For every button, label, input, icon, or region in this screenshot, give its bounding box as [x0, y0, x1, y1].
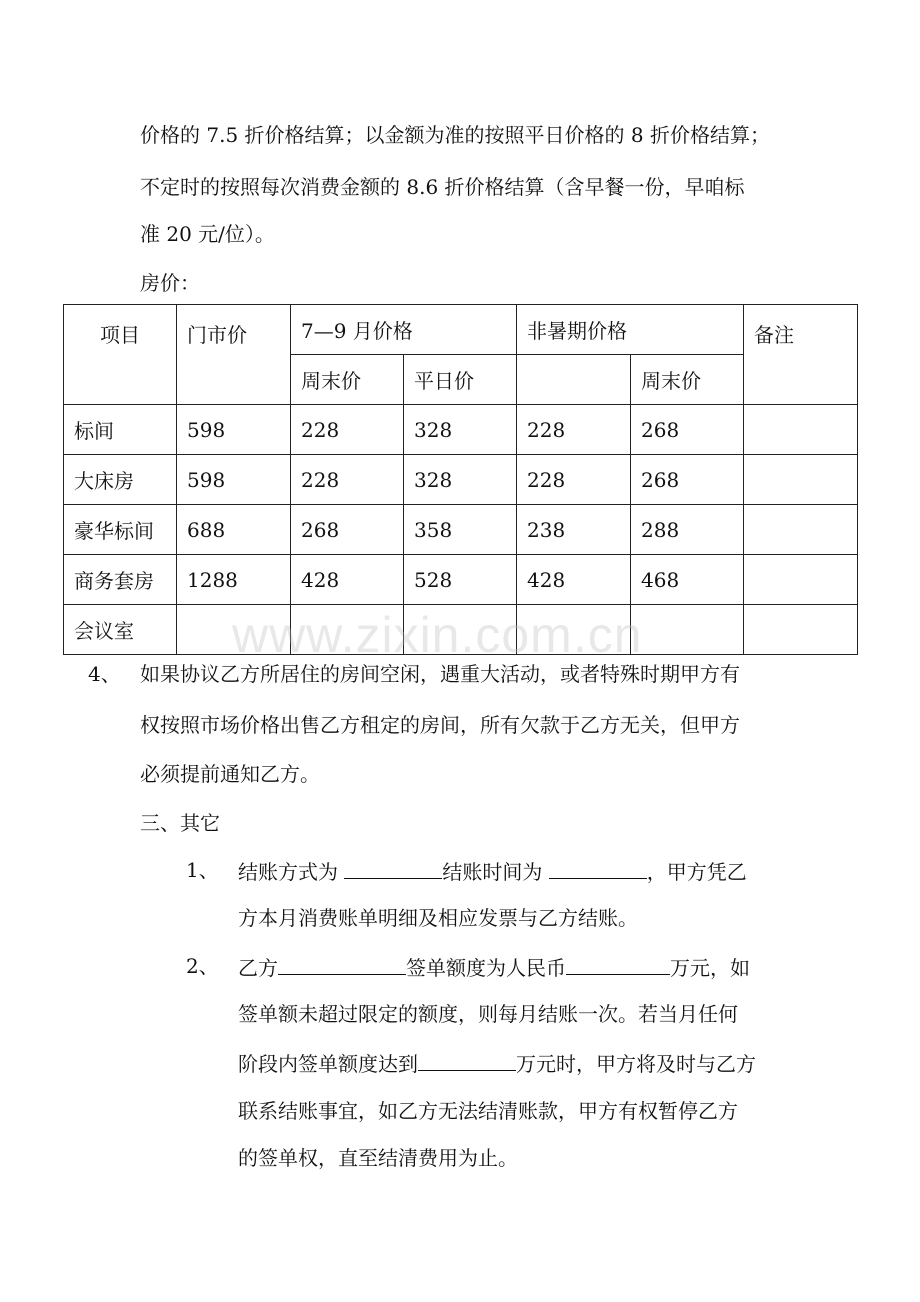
non-summer-cell: 238 [517, 505, 631, 555]
header-summer-price: 7—9 月价格 [291, 305, 517, 355]
clause2-line: 签单额未超过限定的额度，则每月结账一次。若当月任何 [238, 1002, 738, 1026]
table-row [64, 405, 858, 455]
non-summer-weekend-cell: 268 [631, 455, 744, 505]
section-title: 三、其它 [140, 811, 220, 835]
clause1-line: 方本月消费账单明细及相应发票与乙方结账。 [238, 906, 638, 930]
rack-rate-cell: 688 [177, 505, 291, 555]
non-summer-weekend-cell: 268 [631, 405, 744, 455]
clause1-text-a: 结账方式为 [238, 860, 345, 884]
table-row [64, 555, 858, 605]
table-header-row [64, 305, 858, 355]
non-summer-cell: 228 [517, 455, 631, 505]
header-rack-rate: 门市价 [177, 305, 291, 405]
non-summer-weekend-cell: 468 [631, 555, 744, 605]
summer-weekend-cell: 228 [291, 405, 404, 455]
paragraph-line: 不定时的按照每次消费金额的 8.6 折价格结算（含早餐一份，早咱标 [140, 175, 745, 199]
clause2-number: 2、 [186, 954, 219, 978]
clause2-line [238, 1050, 756, 1076]
summer-weekday-cell: 528 [404, 555, 517, 605]
subheader-non-summer-weekend: 周末价 [631, 355, 744, 405]
item4-number: 4、 [88, 662, 121, 686]
summer-weekend-cell: 228 [291, 455, 404, 505]
subheader-summer-weekday: 平日价 [404, 355, 517, 405]
room-name: 大床房 [64, 455, 177, 505]
item4-line: 如果协议乙方所居住的房间空闲，遇重大活动，或者特殊时期甲方有 [140, 662, 740, 686]
header-item: 项目 [64, 305, 177, 405]
subheader-non-summer-blank [517, 355, 631, 405]
watermark: www.zixin.com.cn [232, 607, 643, 663]
settlement-method-blank[interactable] [344, 858, 442, 879]
paragraph-line: 准 20 元/位）。 [140, 222, 275, 246]
header-non-summer-price: 非暑期价格 [517, 305, 744, 355]
clause2-text-c: 万元，如 [670, 956, 750, 980]
clause1-line [238, 858, 747, 884]
clause2-text-3b: 万元时，甲方将及时与乙方 [516, 1052, 756, 1076]
summer-weekday-cell: 358 [404, 505, 517, 555]
remark-cell [744, 555, 858, 605]
clause1-text-b: 结账时间为 [442, 860, 549, 884]
summer-weekday-cell: 328 [404, 405, 517, 455]
table-row [64, 505, 858, 555]
room-name: 会议室 [64, 605, 177, 655]
rack-rate-cell: 1288 [177, 555, 291, 605]
clause2-text-a: 乙方 [238, 956, 278, 980]
summer-weekend-cell: 428 [291, 555, 404, 605]
rack-rate-cell: 598 [177, 455, 291, 505]
clause2-line: 联系结账事宜，如乙方无法结清账款，甲方有权暂停乙方 [238, 1099, 738, 1123]
summer-weekday-cell: 328 [404, 455, 517, 505]
remark-cell [744, 455, 858, 505]
clause1-text-c: ，甲方凭乙 [646, 860, 747, 884]
header-remark: 备注 [744, 305, 858, 405]
settlement-time-blank[interactable] [549, 858, 647, 879]
clause2-line [238, 954, 750, 980]
rack-rate-cell: 598 [177, 405, 291, 455]
credit-limit-blank[interactable] [566, 954, 670, 975]
threshold-amount-blank[interactable] [418, 1050, 516, 1071]
paragraph-line: 价格的 7.5 折价格结算；以金额为准的按照平日价格的 8 折价格结算； [140, 123, 770, 147]
party-b-name-blank[interactable] [278, 954, 406, 975]
room-price-table [63, 304, 858, 655]
room-name: 豪华标间 [64, 505, 177, 555]
remark-cell [744, 505, 858, 555]
subheader-summer-weekend: 周末价 [291, 355, 404, 405]
remark-cell [744, 405, 858, 455]
clause1-number: 1、 [186, 858, 219, 882]
item4-line: 必须提前通知乙方。 [140, 762, 320, 786]
clause2-text-3a: 阶段内签单额度达到 [238, 1052, 418, 1076]
table-row [64, 455, 858, 505]
remark-cell [744, 605, 858, 655]
clause2-line: 的签单权，直至结清费用为止。 [238, 1146, 518, 1170]
item4-line: 权按照市场价格出售乙方租定的房间，所有欠款于乙方无关，但甲方 [140, 713, 740, 737]
non-summer-weekend-cell [631, 605, 744, 655]
non-summer-weekend-cell: 288 [631, 505, 744, 555]
clause2-text-b: 签单额度为人民币 [406, 956, 566, 980]
room-name: 标间 [64, 405, 177, 455]
non-summer-cell: 428 [517, 555, 631, 605]
room-price-label: 房价： [140, 271, 200, 295]
non-summer-cell: 228 [517, 405, 631, 455]
summer-weekend-cell: 268 [291, 505, 404, 555]
room-name: 商务套房 [64, 555, 177, 605]
